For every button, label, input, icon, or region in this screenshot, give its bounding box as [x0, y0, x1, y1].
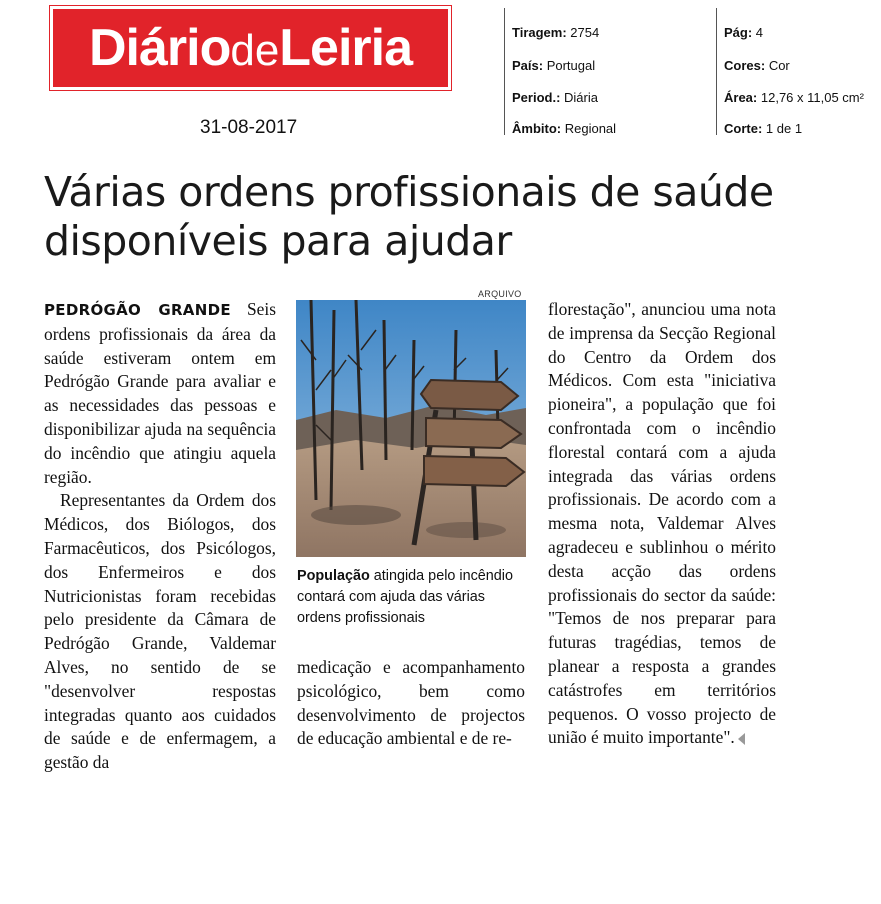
logo-part-diario: Diário [88, 19, 231, 77]
photo-illustration [296, 300, 526, 557]
paragraph-2: Representantes da Ordem dos Médicos, dos Biólogos, dos Farmacêuticos, dos Psicólogos, dos Enfermeiros e dos Nutricionistas foram recebidas pelo presidente da Câmara de Pedrógão Grande, Valdemar Alves, no sentido de se "desenvolver respostas integradas quanto aos cuidados de saúde e de enfermagem, a gestão da [44, 490, 276, 773]
dateline-kicker: PEDRÓGÃO GRANDE [44, 301, 231, 319]
paragraph-3: medicação e acompanhamento psicológico, bem como desenvolvimento de projectos de educação ambiental e de re- [297, 657, 525, 749]
publication-date: 31-08-2017 [200, 117, 298, 138]
logo-part-de: de [230, 26, 280, 75]
photo-caption: População atingida pelo incêndio contará com ajuda das várias ordens profissionais [297, 568, 513, 626]
logo-part-leiria: Leiria [279, 19, 413, 77]
newspaper-logo [50, 6, 451, 90]
ambito-row: Âmbito: Regional [512, 121, 617, 136]
pag-row: Pág: 4 [724, 25, 764, 40]
photo-credit: ARQUIVO [478, 289, 522, 299]
divider [504, 8, 505, 135]
paragraph-4: florestação", anunciou uma nota de imprensa da Secção Regional do Centro da Ordem dos Médicos. Com esta "iniciativa pioneira", a população que foi confrontada com o incêndio florestal contará com a ajuda integrada das várias ordens profissionais. De acordo com a mesma nota, Valdemar Alves agradeceu e sublinhou o mérito desta acção das ordens profissionais do sector da saúde: "Temos de nos preparar para futuras tragédias, temos de planear a resposta a grandes catástrofes em territórios pequenos. O vosso projecto de união é muito importante". [548, 299, 776, 748]
article-column-3 [548, 298, 776, 750]
metadata-panel [504, 8, 881, 135]
logo-text [89, 18, 412, 78]
corte-row: Corte: 1 de 1 [724, 121, 803, 136]
burned-forest-photo [296, 300, 526, 557]
paragraph-lead: PEDRÓGÃO GRANDE Seis ordens profissionais da área da saúde estiveram ontem em Pedrógão Grande para avaliar e as necessidades das pessoas e disponibilizar ajuda na sequência do incêndio que atingiu aquela região. [44, 299, 276, 487]
area-row: Área: 12,76 x 11,05 cm² [724, 90, 864, 105]
tiragem-row: Tiragem: 2754 [512, 25, 600, 40]
divider [716, 8, 717, 135]
article-column-1 [44, 298, 276, 775]
period-row: Period.: Diária [512, 90, 598, 105]
end-of-article-icon [738, 733, 745, 745]
article-headline: Várias ordens profissionais de saúde disponíveis para ajudar [44, 168, 774, 265]
cores-row: Cores: Cor [724, 58, 790, 73]
pais-row: País: Portugal [512, 58, 596, 73]
